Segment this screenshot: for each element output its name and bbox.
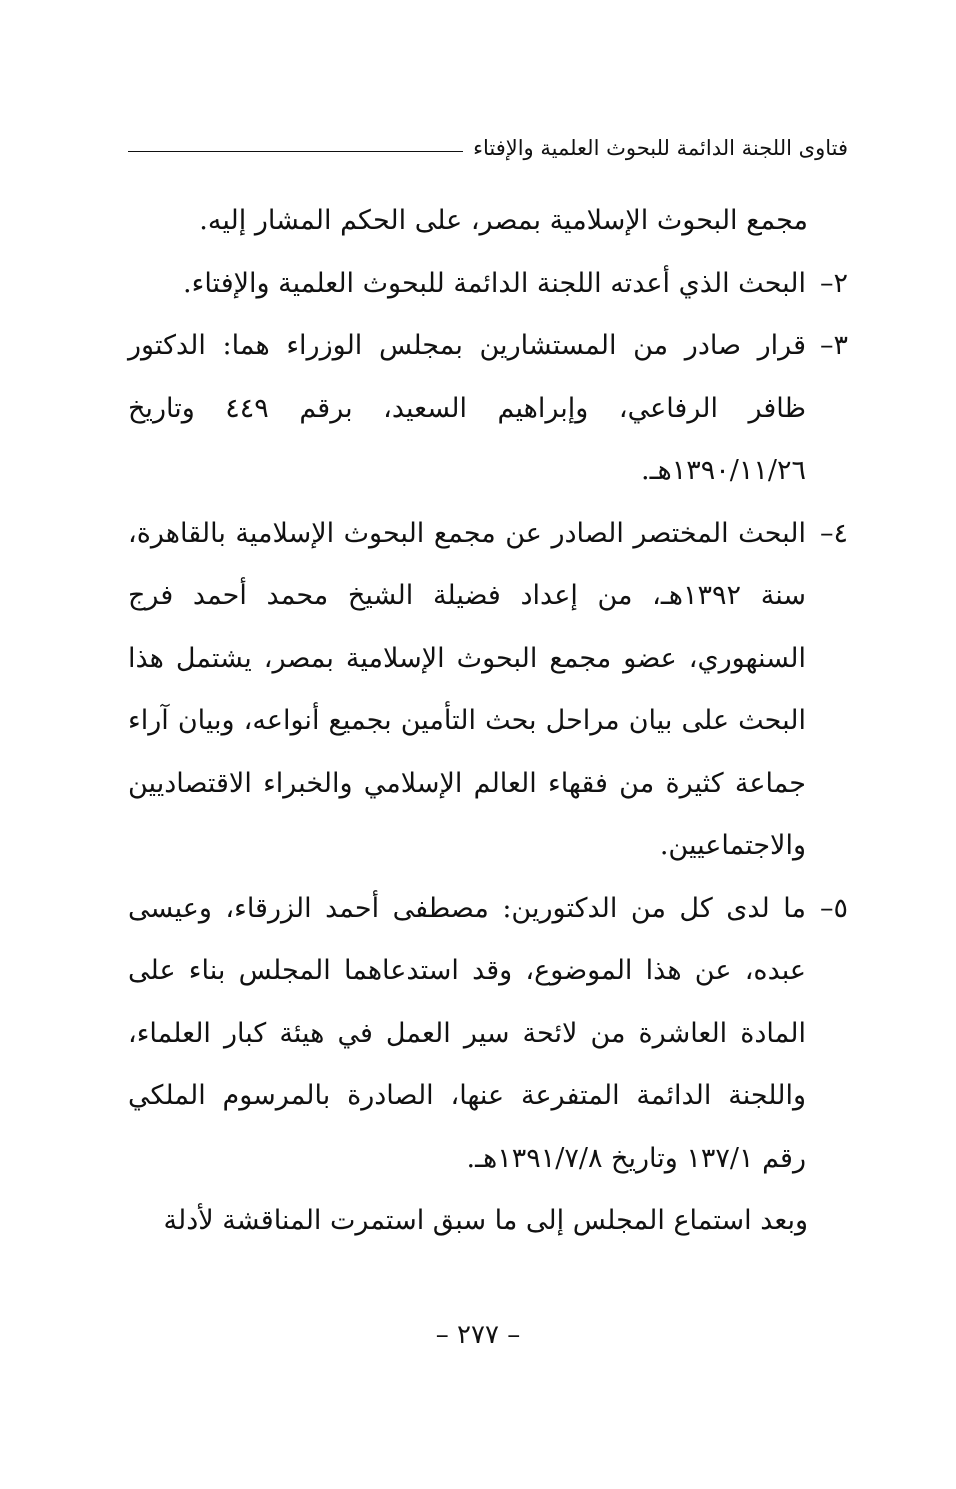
item-text: البحث المختصر الصادر عن مجمع البحوث الإسلامية بالقاهرة، سنة ١٣٩٢هـ، من إعداد فضيلة الشيخ محمد أحمد فرج السنهوري، عضو مجمع البحوث الإسلامية بمصر، يشتمل هذا البحث على بيان مراحل بحث التأمين بجميع أنواعه، وبيان آراء جماعة كثيرة من فقهاء العالم الإسلامي والخبراء الاقتصاديين والاجتماعيين. xyxy=(128,517,806,861)
item-text: البحث الذي أعدته اللجنة الدائمة للبحوث العلمية والإفتاء. xyxy=(183,267,806,299)
item-number: ٣– xyxy=(819,330,848,361)
item-number: ٥– xyxy=(819,892,848,924)
item-number: ٢– xyxy=(819,267,848,299)
item-text: قرار صادر من المستشارين بمجلس الوزراء هما: الدكتور ظافر الرفاعي، وإبراهيم السعيد، برقم ٤٤٩ وتاريخ ١٣٩٠/١١/٢٦هـ. xyxy=(128,330,806,486)
continuation-paragraph: مجمع البحوث الإسلامية بمصر، على الحكم المشار إليه. xyxy=(199,205,808,236)
list-item-2 xyxy=(128,253,848,316)
list-item-4 xyxy=(128,503,848,878)
page-number: – ٢٧٧ – xyxy=(435,1320,521,1350)
closing-paragraph: وبعد استماع المجلس إلى ما سبق استمرت المناقشة لأدلة xyxy=(163,1205,808,1236)
header-rule xyxy=(128,151,463,152)
item-number: ٤– xyxy=(819,517,848,549)
list-item-5 xyxy=(128,878,848,1191)
running-header xyxy=(128,128,848,168)
header-title: فتاوى اللجنة الدائمة للبحوث العلمية والإفتاء xyxy=(473,136,848,160)
body-text xyxy=(128,190,848,1253)
item-text: ما لدى كل من الدكتورين: مصطفى أحمد الزرقاء، وعيسى عبده، عن هذا الموضوع، وقد استدعاهما المجلس بناء على المادة العاشرة من لائحة سير العمل في هيئة كبار العلماء، واللجنة الدائمة المتفرعة عنها، الصادرة بالمرسوم الملكي رقم ١٣٧/١ وتاريخ ١٣٩١/٧/٨هـ. xyxy=(128,892,806,1174)
list-item-3 xyxy=(128,315,848,503)
